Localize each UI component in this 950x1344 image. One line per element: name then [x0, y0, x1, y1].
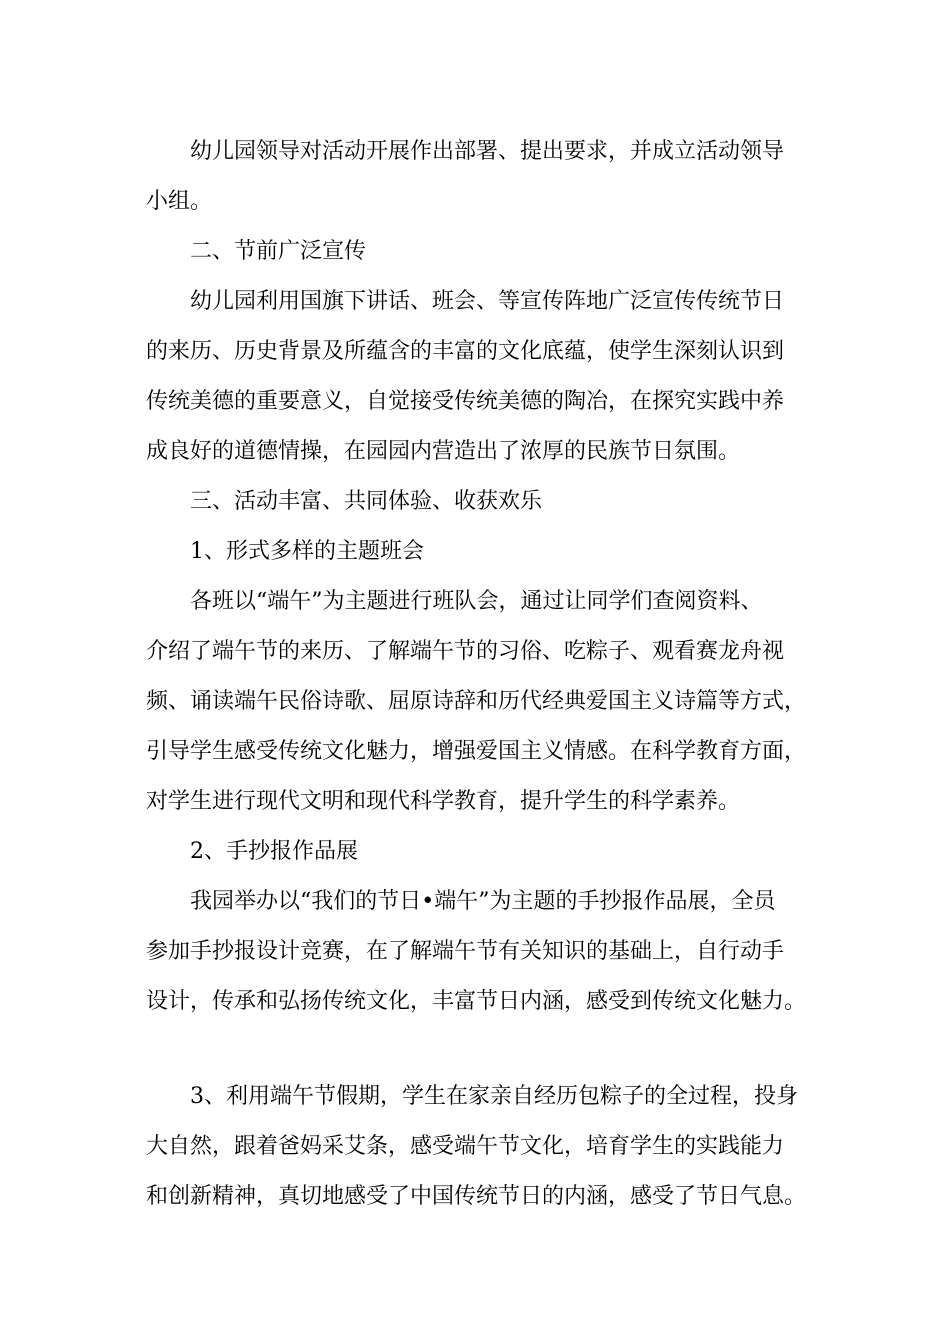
subsection-heading: 1、形式多样的主题班会	[190, 539, 424, 564]
section-heading: 二、节前广泛宣传	[190, 239, 367, 264]
paragraph-line: 成良好的道德情操，在园园内营造出了浓厚的民族节日氛围。	[146, 439, 741, 464]
paragraph-line: 频、诵读端午民俗诗歌、屈原诗辞和历代经典爱国主义诗篇等方式，	[146, 689, 807, 714]
paragraph-line: 和创新精神，真切地感受了中国传统节日的内涵，感受了节日气息。	[146, 1184, 807, 1209]
paragraph-line: 我园举办以“我们的节日•端午”为主题的手抄报作品展，全员	[190, 889, 776, 914]
paragraph-line: 的来历、历史背景及所蕴含的丰富的文化底蕴，使学生深刻认识到	[146, 339, 785, 364]
paragraph-line: 各班以“端午”为主题进行班队会，通过让同学们查阅资料、	[190, 589, 763, 614]
paragraph-line: 小组。	[146, 189, 213, 214]
paragraph-line: 参加手抄报设计竞赛，在了解端午节有关知识的基础上，自行动手	[146, 939, 785, 964]
paragraph-line: 对学生进行现代文明和现代科学教育，提升学生的科学素养。	[146, 789, 741, 814]
paragraph-line: 幼儿园利用国旗下讲话、班会、等宣传阵地广泛宣传传统节日	[190, 289, 785, 314]
paragraph-line: 大自然，跟着爸妈采艾条，感受端午节文化，培育学生的实践能力	[146, 1134, 785, 1159]
paragraph-line: 设计，传承和弘扬传统文化，丰富节日内涵，感受到传统文化魅力。	[146, 989, 807, 1014]
subsection-heading: 2、手抄报作品展	[190, 839, 358, 864]
paragraph-line: 引导学生感受传统文化魅力，增强爱国主义情感。在科学教育方面，	[146, 739, 807, 764]
section-heading: 三、活动丰富、共同体验、收获欢乐	[190, 489, 543, 514]
paragraph-line: 幼儿园领导对活动开展作出部署、提出要求，并成立活动领导	[190, 139, 785, 164]
paragraph-line: 传统美德的重要意义，自觉接受传统美德的陶冶，在探究实践中养	[146, 389, 785, 414]
paragraph-line: 介绍了端午节的来历、了解端午节的习俗、吃粽子、观看赛龙舟视	[146, 639, 785, 664]
paragraph-line: 3、利用端午节假期，学生在家亲自经历包粽子的全过程，投身	[190, 1084, 798, 1109]
